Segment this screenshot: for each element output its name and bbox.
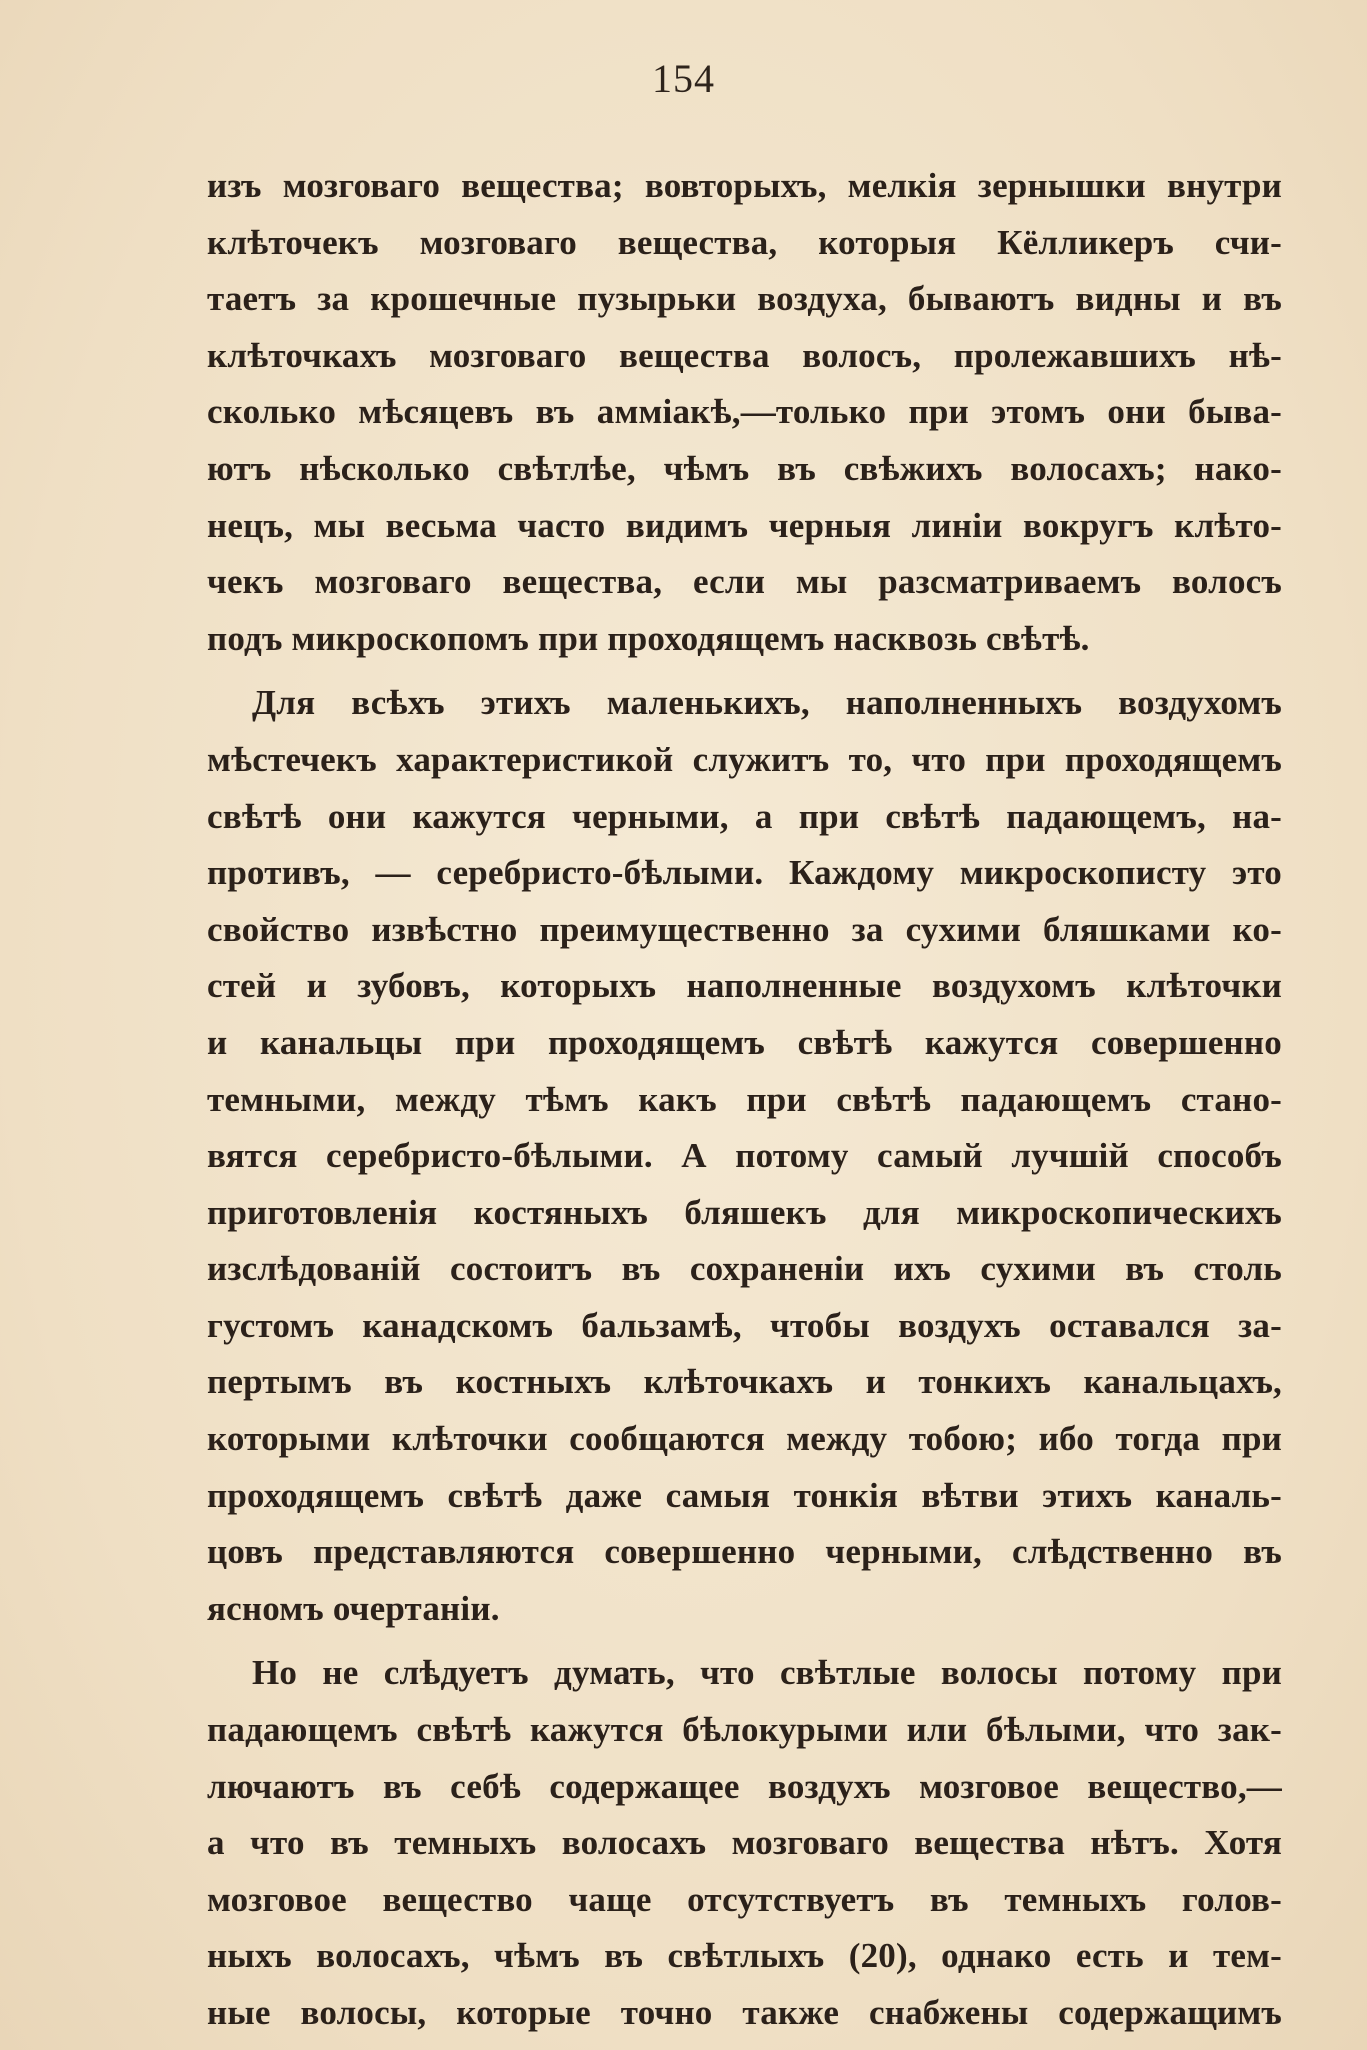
- paragraph-first-line: Но не слѣдуетъ думать, что свѣтлые волосы потому при: [252, 1653, 1282, 1693]
- text-line: ясномъ очертаніи.: [207, 1588, 500, 1628]
- text-line: клѣточекъ мозговаго вещества, которыя Кёлликеръ счи-: [207, 222, 1282, 262]
- text-line: ные волосы, которые точно также снабжены содержащимъ: [207, 1993, 1282, 2032]
- text-line: падающемъ свѣтѣ кажутся бѣлокурыми или бѣлыми, что зак-: [207, 1710, 1282, 1750]
- text-line: цовъ представляются совершенно черными, слѣдственно въ: [207, 1532, 1282, 1572]
- text-line: свойство извѣстно преимущественно за сухими бляшками ко-: [207, 909, 1282, 949]
- text-line: а что въ темныхъ волосахъ мозговаго вещества нѣтъ. Хотя: [207, 1823, 1282, 1863]
- text-line: клѣточкахъ мозговаго вещества волосъ, пролежавшихъ нѣ-: [207, 335, 1282, 375]
- text-line: приготовленія костяныхъ бляшекъ для микроскопическихъ: [207, 1192, 1282, 1232]
- text-line: сколько мѣсяцевъ въ амміакѣ,—только при этомъ они быва-: [207, 392, 1282, 432]
- page-number: 154: [652, 56, 715, 101]
- text-line: темными, между тѣмъ какъ при свѣтѣ падающемъ стано-: [207, 1079, 1282, 1119]
- paragraph-gap: [207, 1637, 1282, 1645]
- text-line: лючаютъ въ себѣ содержащее воздухъ мозговое вещество,—: [207, 1766, 1282, 1806]
- text-line: противъ, — серебристо-бѣлыми. Каждому микроскописту это: [207, 853, 1282, 893]
- text-line: стей и зубовъ, которыхъ наполненные воздухомъ клѣточки: [207, 966, 1282, 1006]
- text-line: нецъ, мы весьма часто видимъ черныя линіи вокругъ клѣто-: [207, 505, 1282, 545]
- text-line: таетъ за крошечные пузырьки воздуха, бываютъ видны и въ: [207, 279, 1282, 319]
- text-line: вятся серебристо-бѣлыми. А потому самый лучшій способъ: [207, 1136, 1282, 1176]
- text-line: чекъ мозговаго вещества, если мы разсматриваемъ волосъ: [207, 562, 1282, 602]
- text-line: мозговое вещество чаще отсутствуетъ въ темныхъ голов-: [207, 1879, 1282, 1919]
- text-line: ныхъ волосахъ, чѣмъ въ свѣтлыхъ (20), однако есть и тем-: [207, 1936, 1282, 1976]
- paragraph-gap: [207, 667, 1282, 675]
- text-line: ютъ нѣсколько свѣтлѣе, чѣмъ въ свѣжихъ волосахъ; нако-: [207, 448, 1282, 488]
- text-line: изслѣдованій состоитъ въ сохраненіи ихъ сухими въ столь: [207, 1249, 1282, 1289]
- text-line: подъ микроскопомъ при проходящемъ насквозь свѣтѣ.: [207, 618, 1090, 658]
- text-line: мѣстечекъ характеристикой служитъ то, что при проходящемъ: [207, 739, 1282, 779]
- text-line: и канальцы при проходящемъ свѣтѣ кажутся совершенно: [207, 1022, 1282, 1062]
- body-text: [207, 158, 1282, 2042]
- text-line: которыми клѣточки сообщаются между тобою; ибо тогда при: [207, 1419, 1282, 1459]
- text-line: проходящемъ свѣтѣ даже самыя тонкія вѣтви этихъ каналь-: [207, 1475, 1282, 1515]
- text-line: изъ мозговаго вещества; вовторыхъ, мелкія зернышки внутри: [207, 166, 1282, 205]
- text-line: свѣтѣ они кажутся черными, а при свѣтѣ падающемъ, на-: [207, 796, 1282, 836]
- text-line: пертымъ въ костныхъ клѣточкахъ и тонкихъ канальцахъ,: [207, 1362, 1282, 1402]
- text-line: густомъ канадскомъ бальзамѣ, чтобы воздухъ оставался за-: [207, 1305, 1282, 1345]
- paragraph-first-line: Для всѣхъ этихъ маленькихъ, наполненныхъ воздухомъ: [252, 683, 1282, 723]
